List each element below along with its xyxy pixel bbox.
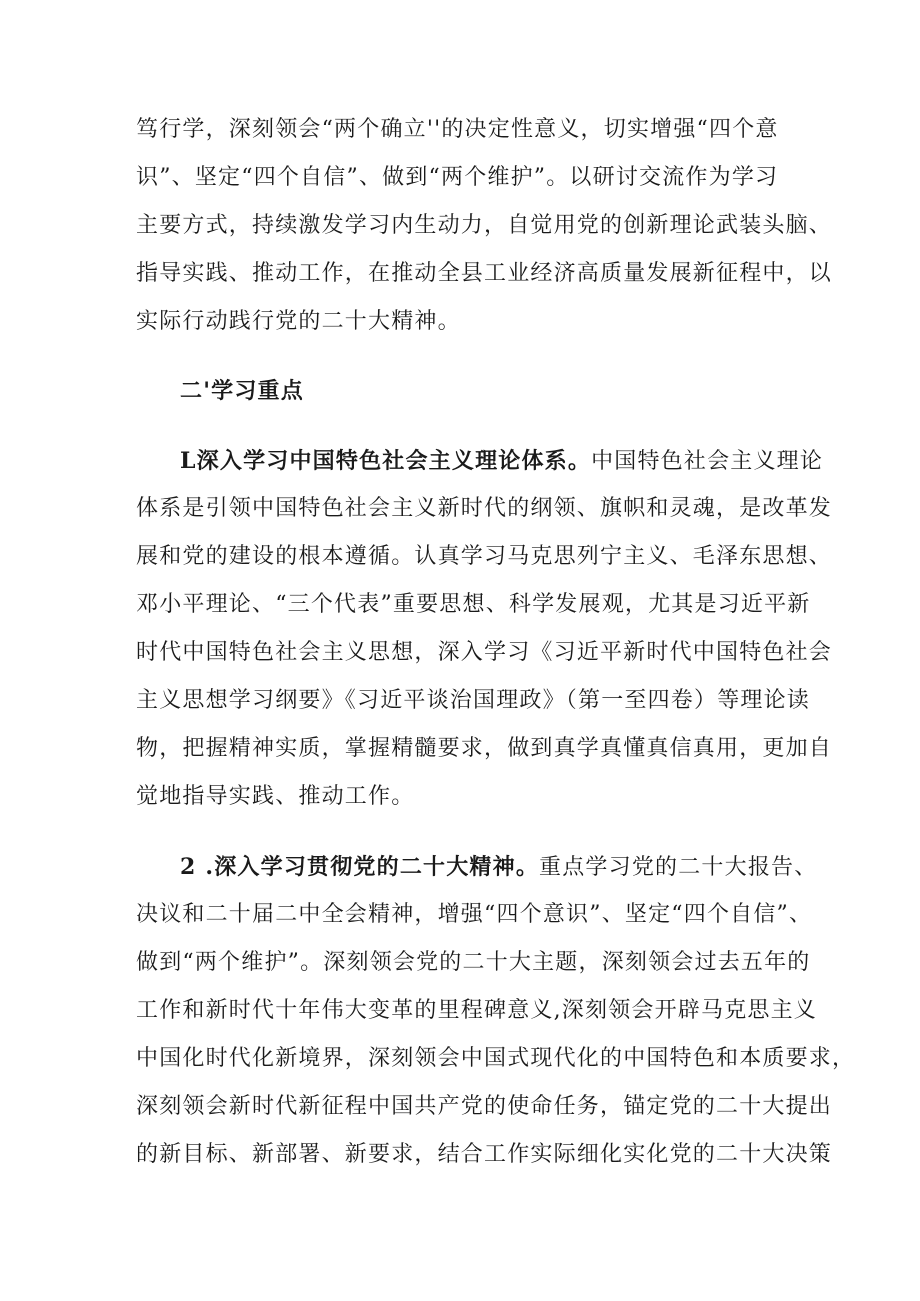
item-2-line-3: 做到“两个维护”。深刻领会党的二十大主题，深刻领会过去五年的 [136, 950, 811, 975]
item-1-line-8: 觉地指导实践、推动工作。 [136, 784, 415, 809]
item-1-line-6: 主义思想学习纲要》《习近平谈治国理政》（第一至四卷）等理论读 [136, 688, 811, 713]
item-1-first-line-rest: 中国特色社会主义理论 [591, 449, 824, 474]
item-1-line-4: 邓小平理论、“三个代表”重要思想、科学发展观，尤其是习近平新 [136, 592, 811, 617]
item-2-line-1 [180, 852, 817, 883]
item-1-line-1 [180, 446, 823, 477]
item-2-bold-lead: 2 .深入学习贯彻党的二十大精神。 [180, 854, 540, 880]
item-1-line-7: 物，把握精神实质，掌握精髓要求，做到真学真懂真信真用，更加自 [136, 736, 833, 761]
item-2-line-4: 工作和新时代十年伟大变革的里程碑意义,深刻领会开辟马克思主义 [136, 998, 817, 1023]
item-2-line-7: 的新目标、新部署、新要求，结合工作实际细化实化党的二十大决策 [136, 1142, 833, 1167]
paragraph-1-line-1: 笃行学，深刻领会“两个确立''的决定性意义，切实增强“四个意 [136, 117, 779, 142]
paragraph-1-line-2: 识”、坚定“四个自信”、做到“两个维护”。以研讨交流作为学习 [136, 165, 779, 190]
item-2-line-2: 决议和二十届二中全会精神，增强“四个意识”、坚定“四个自信”、 [136, 902, 813, 927]
paragraph-1-line-3: 主要方式，持续激发学习内生动力，自觉用党的创新理论武装头脑、 [136, 213, 833, 238]
item-1-bold-lead: L深入学习中国特色社会主义理论体系。 [180, 448, 592, 474]
item-1-line-5: 时代中国特色社会主义思想，深入学习《习近平新时代中国特色社会 [136, 640, 833, 665]
paragraph-1-line-5: 实际行动践行党的二十大精神。 [136, 309, 461, 334]
item-2-line-5: 中国化时代化新境界，深刻领会中国式现代化的中国特色和本质要求， [136, 1046, 856, 1071]
section-heading: 二'学习重点 [180, 378, 304, 404]
item-1-line-3: 展和党的建设的根本遵循。认真学习马克思列宁主义、毛泽东思想、 [136, 544, 833, 569]
item-2-line-6: 深刻领会新时代新征程中国共产党的使命任务，锚定党的二十大提出 [136, 1094, 833, 1119]
paragraph-1-line-4: 指导实践、推动工作，在推动全县工业经济高质量发展新征程中，以 [136, 261, 833, 286]
item-1-line-2: 体系是引领中国特色社会主义新时代的纲领、旗帜和灵魂，是改革发 [136, 496, 833, 521]
item-2-first-line-rest: 重点学习党的二十大报告、 [539, 855, 818, 880]
